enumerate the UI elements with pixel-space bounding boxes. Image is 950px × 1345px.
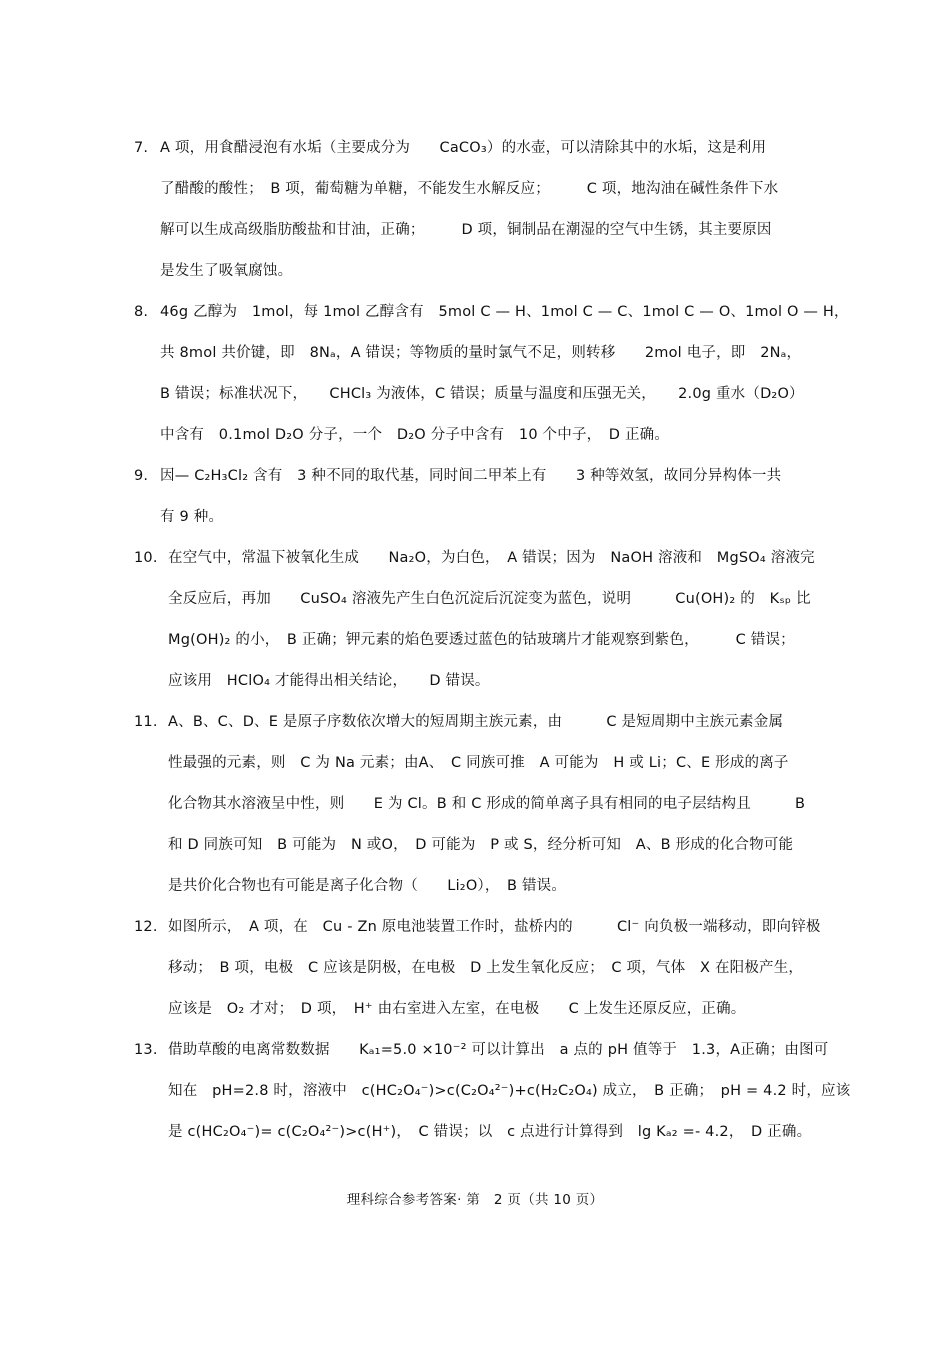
item-line: 如图所示， A 项，在 Cu - Zn 原电池装置工作时，盐桥内的 Cl⁻ 向负极一端移动，即向锌极 xyxy=(168,919,821,935)
answer-item-9 xyxy=(0,456,950,538)
item-line: 应该是 O₂ 才对； D 项， H⁺ 由右室进入左室，在电极 C 上发生还原反应，正确。 xyxy=(168,1001,746,1017)
item-number: 8. xyxy=(134,304,149,320)
answer-item-11 xyxy=(0,702,950,907)
item-line: 解可以生成高级脂肪酸盐和甘油，正确； D 项，铜制品在潮湿的空气中生锈，其主要原因 xyxy=(160,222,772,238)
item-line: A、B、C、D、E 是原子序数依次增大的短周期主族元素，由 C 是短周期中主族元素金属 xyxy=(168,714,784,730)
item-line: 46g 乙醇为 1mol，每 1mol 乙醇含有 5mol C — H、1mol C — C、1mol C — O、1mol O — H， xyxy=(160,304,849,320)
item-line: 应该用 HClO₄ 才能得出相关结论， D 错误。 xyxy=(168,673,490,689)
item-line: 化合物其水溶液呈中性，则 E 为 Cl。B 和 C 形成的简单离子具有相同的电子层结构且 B xyxy=(168,796,806,812)
answer-item-13 xyxy=(0,1030,950,1153)
item-line: A 项，用食醋浸泡有水垢（主要成分为 CaCO₃）的水壶，可以清除其中的水垢，这是利用 xyxy=(160,140,767,156)
item-line: Mg(OH)₂ 的小， B 正确；钾元素的焰色要透过蓝色的钴玻璃片才能观察到紫色， C 错误； xyxy=(168,632,795,648)
item-number: 7. xyxy=(134,140,149,156)
item-line: 全反应后，再加 CuSO₄ 溶液先产生白色沉淀后沉淀变为蓝色，说明 Cu(OH)₂ 的 Kₛₚ 比 xyxy=(168,591,811,607)
item-number: 10. xyxy=(134,550,158,566)
item-line: 了醋酸的酸性； B 项，葡萄糖为单糖，不能发生水解反应； C 项，地沟油在碱性条件下水 xyxy=(160,181,779,197)
answer-item-12 xyxy=(0,907,950,1030)
item-line: 移动； B 项，电极 C 应该是阴极，在电极 D 上发生氧化反应； C 项，气体 X 在阳极产生， xyxy=(168,960,804,976)
item-line: 是共价化合物也有可能是离子化合物（ Li₂O）， B 错误。 xyxy=(168,878,567,894)
item-line: 因— C₂H₃Cl₂ 含有 3 种不同的取代基，同时间二甲苯上有 3 种等效氢，故同分异构体一共 xyxy=(160,468,782,484)
item-line: 是发生了吸氧腐蚀。 xyxy=(160,263,293,279)
item-line: 有 9 种。 xyxy=(160,509,224,525)
item-number: 11. xyxy=(134,714,158,730)
item-line: 在空气中，常温下被氧化生成 Na₂O，为白色， A 错误；因为 NaOH 溶液和 MgSO₄ 溶液完 xyxy=(168,550,815,566)
answer-content xyxy=(0,128,950,1153)
answer-item-7 xyxy=(0,128,950,292)
item-line: 性最强的元素，则 C 为 Na 元素；由A、 C 同族可推 A 可能为 H 或 Li；C、E 形成的离子 xyxy=(168,755,789,771)
item-number: 9. xyxy=(134,468,149,484)
item-number: 13. xyxy=(134,1042,158,1058)
item-line: 知在 pH=2.8 时，溶液中 c(HC₂O₄⁻)>c(C₂O₄²⁻)+c(H₂C₂O₄) 成立， B 正确； pH = 4.2 时，应该 xyxy=(168,1083,851,1099)
page-footer: 理科综合参考答案· 第 2 页（共 10 页） xyxy=(346,1192,604,1208)
item-line: 是 c(HC₂O₄⁻)= c(C₂O₄²⁻)>c(H⁺)， C 错误；以 c 点进行计算得到 lg Kₐ₂ =- 4.2， D 正确。 xyxy=(168,1124,812,1140)
item-line: B 错误；标准状况下， CHCl₃ 为液体，C 错误；质量与温度和压强无关， 2.0g 重水（D₂O） xyxy=(160,386,804,402)
item-number: 12. xyxy=(134,919,158,935)
item-line: 借助草酸的电离常数数据 Kₐ₁=5.0 ×10⁻² 可以计算出 a 点的 pH 值等于 1.3，A正确；由图可 xyxy=(168,1042,829,1058)
item-line: 中含有 0.1mol D₂O 分子，一个 D₂O 分子中含有 10 个中子， D 正确。 xyxy=(160,427,670,443)
answer-item-10 xyxy=(0,538,950,702)
item-line: 共 8mol 共价键，即 8Nₐ，A 错误；等物质的量时氯气不足，则转移 2mol 电子，即 2Nₐ， xyxy=(160,345,802,361)
item-line: 和 D 同族可知 B 可能为 N 或O， D 可能为 P 或 S，经分析可知 A、B 形成的化合物可能 xyxy=(168,837,794,853)
answer-item-8 xyxy=(0,292,950,456)
